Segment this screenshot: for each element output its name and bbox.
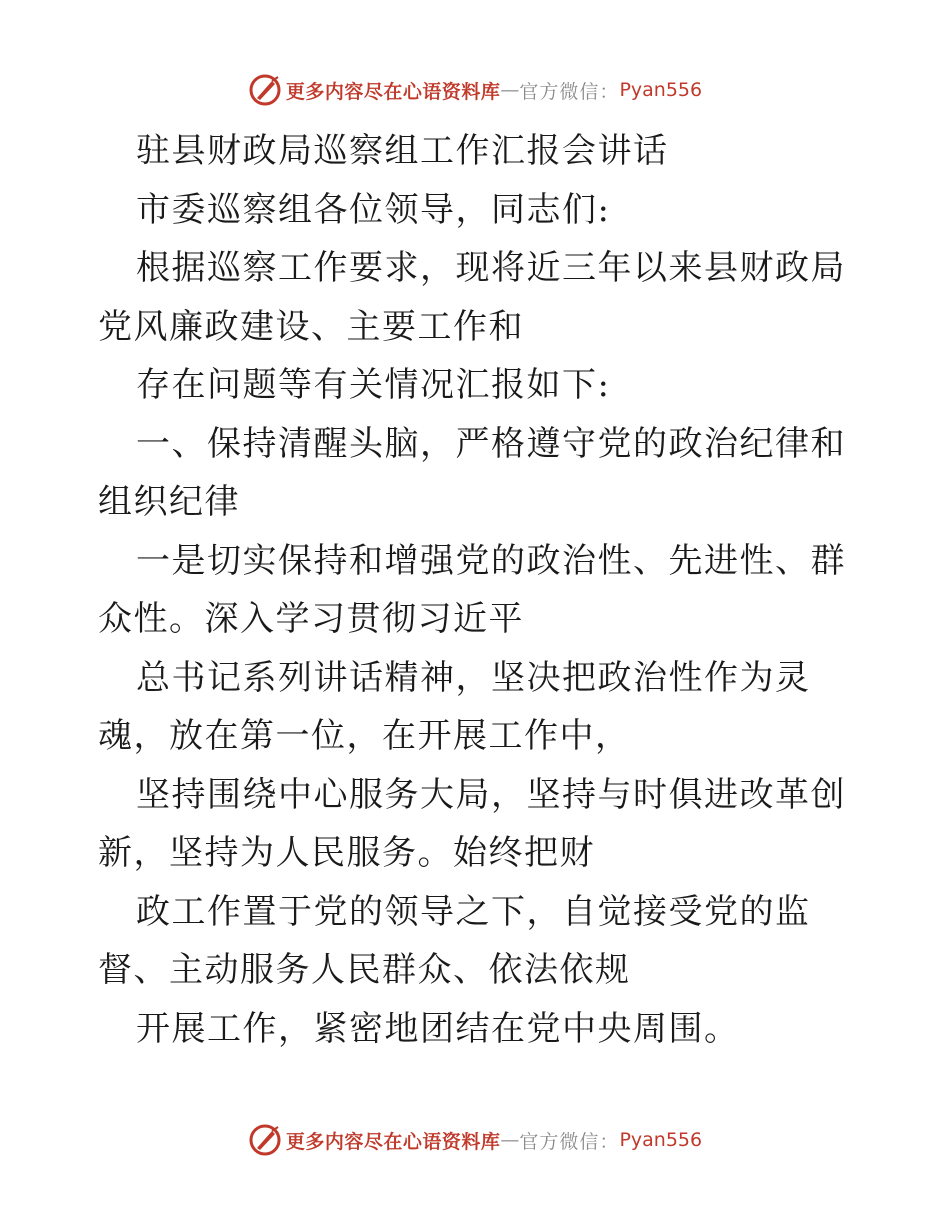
document-body — [98, 122, 858, 1058]
paragraph: 根据巡察工作要求，现将近三年以来县财政局党风廉政建设、主要工作和 — [98, 248, 846, 347]
section-heading: 一、保持清醒头脑，严格遵守党的政治纪律和组织纪律 — [98, 423, 846, 522]
watermark-dash: — — [500, 79, 520, 101]
paragraph: 市委巡察组各位领导，同志们: — [136, 189, 611, 230]
watermark-brand-text: 更多内容尽在心语资料库 — [285, 80, 501, 103]
paragraph: 坚持围绕中心服务大局，坚持与时俱进改革创新，坚持为人民服务。始终把财 — [98, 774, 846, 873]
watermark-brand-text: 更多内容尽在心语资料库 — [285, 1130, 501, 1153]
paragraph: 存在问题等有关情况汇报如下: — [136, 365, 611, 405]
paragraph: 总书记系列讲话精神，坚决把政治性作为灵魂，放在第一位，在开展工作中， — [98, 657, 811, 756]
watermark-account-id: Pyan556 — [619, 1129, 703, 1151]
paragraph: 一是切实保持和增强党的政治性、先进性、群众性。深入学习贯彻习近平 — [98, 540, 846, 639]
paragraph: 政工作置于党的领导之下，自觉接受党的监督、主动服务人民群众、依法依规 — [98, 891, 811, 990]
watermark-account-id: Pyan556 — [619, 79, 703, 101]
quill-circle-icon — [248, 73, 282, 107]
quill-circle-icon — [248, 1123, 282, 1157]
watermark-wechat-label: 官方微信： — [519, 1130, 620, 1153]
footer-watermark — [0, 1120, 950, 1160]
paragraph: 开展工作，紧密地团结在党中央周围。 — [136, 1008, 740, 1049]
document-title: 驻县财政局巡察组工作汇报会讲话 — [136, 131, 669, 171]
watermark-wechat-label: 官方微信： — [519, 80, 620, 103]
watermark-dash: — — [500, 1129, 520, 1151]
header-watermark — [0, 70, 950, 110]
